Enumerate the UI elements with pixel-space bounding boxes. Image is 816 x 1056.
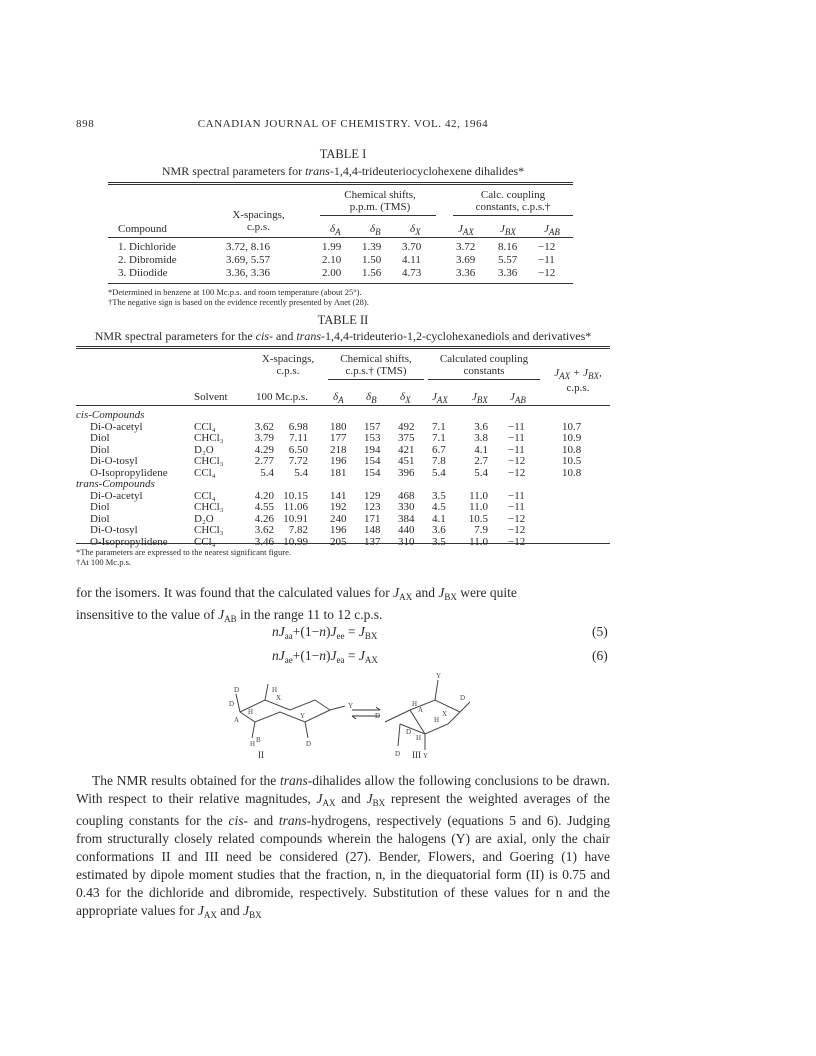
table-row-compound: Di-O-acetyl [90, 489, 143, 502]
table-cell-delta-a: 2.10 [322, 254, 342, 266]
table-cell-solvent: CCl₄ [194, 489, 216, 502]
table-cell-jab: −12 [508, 466, 526, 479]
table-cell-xspacing-1: 2.77 [254, 455, 274, 467]
table-cell-delta-b: 129 [364, 489, 381, 502]
table-cell-jbx: 8.16 [498, 241, 518, 253]
table-cell-jbx: 7.9 [474, 524, 488, 536]
table-cell-sum: 10.8 [562, 466, 582, 479]
conformation-figure [220, 672, 470, 762]
equation-6-number: (6) [592, 648, 608, 663]
table-cell-jax: 3.69 [456, 254, 476, 266]
table-row-compound: Diol [90, 443, 110, 456]
svg-text:H: H [248, 708, 254, 716]
t2-footnote1: *The parameters are expressed to the nearest significant figure. [76, 547, 292, 557]
table-cell-xspacing-1: 4.26 [254, 512, 274, 525]
t2-head-calc: Calculated coupling constants [439, 353, 529, 377]
table-cell-jbx: 3.8 [474, 432, 488, 444]
table-cell-jbx: 4.1 [474, 443, 488, 456]
table-cell-jab: −11 [508, 443, 525, 456]
table-cell-jab: −11 [508, 432, 525, 444]
table-cell-jbx: 5.57 [498, 254, 518, 266]
t1-footnote1: *Determined in benzene at 100 Mc.p.s. and room temperature (about 25°). [108, 287, 362, 297]
svg-text:A: A [234, 716, 240, 724]
table-row-compound: 2. Dibromide [118, 254, 177, 266]
paragraph-2: The NMR results obtained for the trans-dihalides allow the following conclusions to be drawn. With respect to their relative magnitudes, $J_{AX}$ and $J_{BX}$ represent the weighted averages of the coupling constants for the cis- and trans-hydrogens, respectively (equations 5 and 6). Judging from structurally closely related compounds wherein the halogens (Y) are axial, only the chair conformations II and III need be considered (27). Bender, Flowers, and Goering (1) have estimated by dipole moment studies that the fraction, n, in the diequatorial form (II) is 0.75 and 0.43 for the dichloride and dibromide, respectively. Substitution of these values for n and the appropriate values for $J_{AX}$ and $J_{BX}$ [76, 773, 611, 920]
table-cell-jbx: 11.0 [469, 501, 488, 513]
table-cell-delta-a: 177 [330, 432, 347, 444]
table-cell-xspacings: 3.36, 3.36 [226, 267, 270, 279]
table-cell-delta-a: 1.99 [322, 241, 342, 253]
table-cell-delta-x: 310 [398, 535, 415, 548]
table-cell-delta-b: 153 [364, 432, 381, 444]
svg-text:X: X [442, 710, 448, 718]
figure-label-iii: III [412, 750, 421, 760]
table-cell-jab: −12 [508, 535, 526, 548]
table-cell-jab: −12 [508, 524, 526, 536]
table2-label: TABLE II [317, 313, 369, 327]
table-cell-solvent: CHCl₃ [194, 501, 224, 513]
svg-text:D: D [406, 728, 412, 736]
t1-head-dx: $\delta_X$ [410, 223, 421, 237]
table-cell-jax: 4.5 [432, 501, 446, 513]
table1-label: TABLE I [319, 147, 367, 161]
t2-head-da: $\delta_A$ [333, 391, 344, 405]
svg-text:Y: Y [300, 712, 306, 720]
table-cell-solvent: CHCl₃ [194, 524, 224, 536]
t2-head-mc: 100 Mc.p.s. [256, 391, 308, 403]
table-cell-xspacing-2: 5.4 [294, 466, 308, 479]
table1-caption-italic: trans [305, 164, 330, 178]
table-cell-jax: 3.5 [432, 489, 446, 502]
table-cell-jab: −12 [538, 241, 556, 253]
svg-text:D: D [234, 686, 240, 694]
table-cell-jbx: 10.5 [468, 512, 488, 525]
paragraph-1: for the isomers. It was found that the calculated values for $J_{AX}$ and $J_{BX}$ were quite insensitive to the value of $J_{AB}$ in the range 11 to 12 c.p.s. [76, 585, 517, 624]
table-cell-delta-a: 218 [330, 443, 347, 456]
table-cell-delta-b: 194 [364, 443, 381, 456]
t2-head-jab: $J_{AB}$ [510, 391, 526, 405]
t2-footnote2: †At 100 Mc.p.s. [76, 557, 132, 567]
table-cell-sum: 10.8 [562, 443, 582, 456]
table-cell-delta-x: 4.11 [402, 254, 421, 266]
table-cell-jax: 7.8 [432, 455, 446, 467]
table-cell-delta-b: 171 [364, 512, 381, 525]
t2-head-jbx: $J_{BX}$ [472, 391, 488, 405]
table-cell-solvent: CCl₄ [194, 466, 216, 479]
table-cell-delta-a: 240 [330, 512, 347, 525]
table-cell-jab: −11 [508, 420, 525, 433]
table-cell-delta-x: 3.70 [402, 241, 422, 253]
table-cell-delta-a: 196 [330, 524, 347, 536]
svg-text:Y: Y [348, 702, 354, 710]
svg-text:B: B [256, 736, 261, 744]
table-cell-solvent: CHCl₃ [194, 455, 224, 467]
table-cell-delta-a: 180 [330, 420, 347, 433]
svg-text:H: H [412, 700, 418, 708]
table-group-heading: trans-Compounds [76, 478, 155, 490]
table-cell-delta-b: 157 [364, 420, 381, 433]
t2-head-dx: $\delta_X$ [400, 391, 411, 405]
t1-head-jbx: $J_{BX}$ [500, 223, 516, 237]
table-cell-jax: 4.1 [432, 512, 446, 525]
table-cell-xspacing-1: 4.55 [254, 501, 274, 513]
figure-label-ii: II [258, 750, 264, 760]
table-row-compound: 3. Diiodide [118, 267, 168, 279]
table-cell-xspacing-1: 3.46 [254, 535, 274, 548]
t1-head-db: $\delta_B$ [370, 223, 381, 237]
table-row-compound: 1. Dichloride [118, 241, 177, 253]
svg-text:X: X [276, 694, 282, 702]
table-cell-delta-b: 1.50 [362, 254, 382, 266]
table-cell-xspacing-1: 4.20 [254, 489, 274, 502]
equation-5-number: (5) [592, 624, 608, 639]
table-cell-xspacing-1: 3.62 [254, 420, 274, 433]
table-cell-jab: −11 [508, 489, 525, 502]
svg-text:H: H [416, 734, 422, 742]
svg-text:D: D [395, 750, 401, 758]
table-row-compound: Di-O-acetyl [90, 420, 143, 433]
table-cell-jbx: 5.4 [474, 466, 488, 479]
table-cell-delta-x: 440 [398, 524, 415, 536]
table1-caption-pre: NMR spectral parameters for [161, 164, 306, 178]
table-cell-xspacing-2: 7.72 [288, 455, 308, 467]
table-cell-jab: −12 [538, 267, 556, 279]
table-row-compound: Diol [90, 432, 110, 444]
table-cell-delta-b: 154 [364, 455, 381, 467]
table-cell-xspacings: 3.69, 5.57 [226, 254, 270, 266]
svg-text:D: D [460, 694, 466, 702]
t2-head-jax: $J_{AX}$ [432, 391, 448, 405]
table-cell-solvent: CCl₄ [194, 535, 216, 548]
svg-text:Y: Y [436, 672, 442, 680]
t1-footnote2: †The negative sign is based on the evidence recently presented by Anet (28). [108, 297, 369, 307]
table-cell-jbx: 3.36 [498, 267, 518, 279]
table-cell-delta-x: 330 [398, 501, 415, 513]
t2-head-sum: $J_{AX} + J_{BX}$, c.p.s. [554, 367, 602, 394]
t1-head-jax: $J_{AX}$ [458, 223, 474, 237]
t1-head-jab: $J_{AB}$ [544, 223, 560, 237]
svg-text:H: H [434, 716, 440, 724]
table-cell-jab: −12 [508, 512, 526, 525]
table-cell-delta-x: 492 [398, 420, 415, 433]
equation-5: $nJ_{aa}+(1-n)J_{ee} = J_{BX}$ [272, 624, 378, 641]
table-cell-solvent: D₂O [194, 512, 214, 525]
svg-text:D: D [375, 712, 381, 720]
table-cell-xspacing-1: 3.79 [254, 432, 274, 444]
table-row-compound: Diol [90, 501, 110, 513]
table-cell-xspacing-2: 10.15 [283, 489, 308, 502]
t2-head-solvent: Solvent [194, 391, 228, 403]
table-cell-jax: 3.5 [432, 535, 446, 548]
table-cell-delta-a: 181 [330, 466, 347, 479]
svg-text:Y: Y [423, 752, 429, 760]
table-cell-delta-x: 421 [398, 443, 415, 456]
table-cell-jax: 7.1 [432, 420, 446, 433]
table-cell-delta-b: 123 [364, 501, 381, 513]
table2 [76, 346, 610, 567]
table-cell-jbx: 11.0 [469, 535, 488, 548]
table-cell-delta-x: 396 [398, 466, 415, 479]
table-cell-xspacing-2: 10.99 [283, 535, 308, 548]
table-cell-delta-a: 196 [330, 455, 347, 467]
table-cell-xspacing-1: 5.4 [260, 466, 274, 479]
svg-text:A: A [418, 706, 424, 714]
table-cell-jbx: 2.7 [474, 455, 488, 467]
table-cell-jab: −11 [538, 254, 555, 266]
table1-caption [76, 164, 610, 179]
table-cell-jab: −12 [508, 455, 526, 467]
t2-head-db: $\delta_B$ [366, 391, 377, 405]
table-cell-delta-x: 375 [398, 432, 415, 444]
table-cell-delta-a: 2.00 [322, 267, 342, 279]
table-cell-delta-b: 154 [364, 466, 381, 479]
t1-head-da: $\delta_A$ [330, 223, 341, 237]
table-row-compound: Di-O-tosyl [90, 524, 138, 536]
table-cell-jbx: 3.6 [474, 420, 488, 433]
table-cell-delta-b: 1.39 [362, 241, 382, 253]
t1-head-chem: Chemical shifts, p.p.m. (TMS) [344, 189, 416, 213]
table-cell-delta-x: 468 [398, 489, 415, 502]
table-cell-solvent: D₂O [194, 443, 214, 456]
t1-head-calc: Calc. coupling constants, c.p.s.† [475, 189, 551, 213]
table-cell-solvent: CCl₄ [194, 420, 216, 433]
table-cell-solvent: CHCl₃ [194, 432, 224, 444]
table-cell-delta-a: 192 [330, 501, 347, 513]
table-cell-jax: 5.4 [432, 466, 446, 479]
t2-head-chem: Chemical shifts, c.p.s.† (TMS) [340, 353, 412, 377]
table1-caption-post: -1,4,4-trideuteriocyclohexene dihalides* [329, 164, 525, 178]
table-cell-xspacing-1: 4.29 [254, 443, 274, 456]
table-cell-delta-x: 384 [398, 512, 415, 525]
table-cell-xspacings: 3.72, 8.16 [226, 241, 270, 253]
table-cell-delta-b: 137 [364, 535, 381, 548]
table-row-compound: Diol [90, 512, 110, 525]
table-group-heading: cis-Compounds [76, 409, 145, 421]
table-cell-jax: 6.7 [432, 443, 446, 456]
table-cell-sum: 10.7 [562, 420, 582, 433]
equation-6: $nJ_{ae}+(1-n)J_{ea} = J_{AX}$ [272, 648, 378, 665]
table-cell-delta-x: 451 [398, 455, 415, 467]
table-cell-xspacing-1: 3.62 [254, 524, 274, 536]
table-cell-jax: 3.72 [456, 241, 476, 253]
running-title: CANADIAN JOURNAL OF CHEMISTRY. VOL. 42, 1964 [197, 118, 489, 130]
table-cell-xspacing-2: 7.82 [288, 524, 308, 536]
t2-head-xspacings: X-spacings, c.p.s. [261, 353, 315, 377]
svg-text:H: H [272, 686, 278, 694]
svg-text:H: H [250, 740, 256, 748]
table-cell-jax: 3.36 [456, 267, 476, 279]
table-row-compound: O-Isopropylidene [90, 466, 168, 479]
table-cell-delta-b: 148 [364, 524, 381, 536]
svg-text:D: D [229, 700, 235, 708]
table1 [108, 182, 573, 307]
conformer-iii-labels [375, 672, 465, 760]
table-cell-xspacing-2: 7.11 [289, 432, 308, 444]
svg-text:D: D [306, 740, 312, 748]
table-cell-xspacing-2: 6.98 [288, 420, 308, 433]
table-cell-delta-a: 141 [330, 489, 347, 502]
table-cell-delta-b: 1.56 [362, 267, 382, 279]
table-cell-jbx: 11.0 [469, 489, 488, 502]
table-row-compound: O-Isopropylidene [90, 535, 168, 548]
table-cell-xspacing-2: 6.50 [288, 443, 308, 456]
table-cell-delta-x: 4.73 [402, 267, 422, 279]
table-cell-sum: 10.5 [562, 455, 582, 467]
table-cell-jax: 3.6 [432, 524, 446, 536]
table2-caption: NMR spectral parameters for the cis- and trans-1,4,4-trideuterio-1,2-cyclohexanediols and derivatives* [94, 329, 592, 343]
table-cell-xspacing-2: 10.91 [283, 512, 308, 525]
table-cell-xspacing-2: 11.06 [283, 501, 308, 513]
t1-head-xspacings: X-spacings, c.p.s. [232, 209, 285, 233]
t1-head-compound: Compound [118, 223, 167, 235]
table-cell-sum: 10.9 [562, 432, 582, 444]
table-cell-jax: 7.1 [432, 432, 446, 444]
table-row-compound: Di-O-tosyl [90, 455, 138, 467]
conformer-iii [385, 680, 470, 750]
page-number: 898 [76, 118, 95, 130]
table-cell-jab: −11 [508, 501, 525, 513]
table-cell-delta-a: 205 [330, 535, 347, 548]
